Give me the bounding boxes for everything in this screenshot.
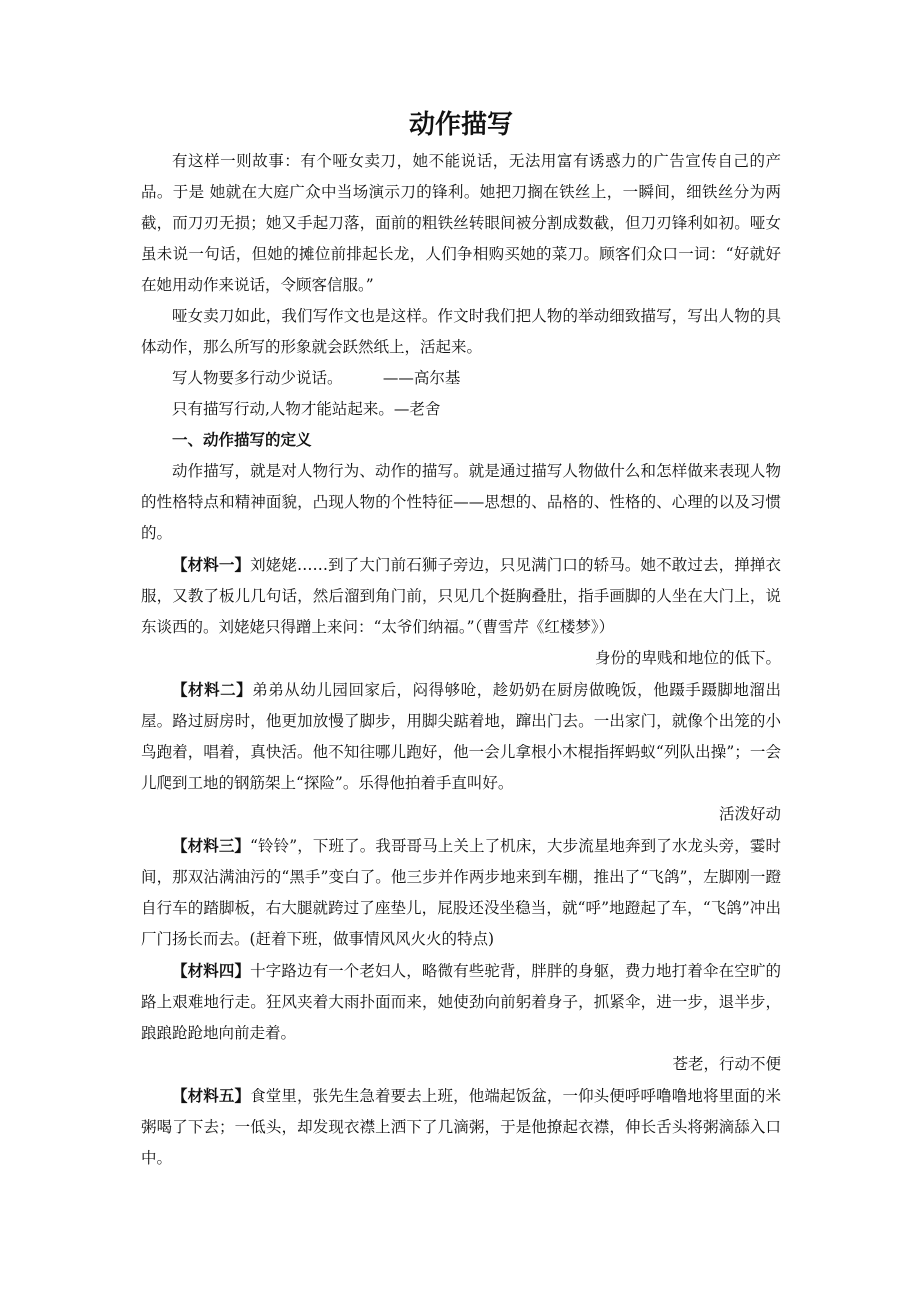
material-5-text: 食堂里，张先生急着要去上班，他端起饭盆，一仰头便呼呼噜噜地将里面的米粥喝了下去；一低头，却发现衣襟上洒下了几滴粥，于是他撩起衣襟，伸长舌头将粥滴舔入口中。 bbox=[141, 1087, 781, 1167]
material-4-label: 【材料四】 bbox=[172, 961, 251, 980]
definition-paragraph: 动作描写，就是对人物行为、动作的描写。就是通过描写人物做什么和怎样做来表现人物的性格特点和精神面貌，凸现人物的个性特征——思想的、品格的、性格的、心理的以及习惯的。 bbox=[141, 462, 781, 542]
material-4-note: 苍老，行动不便 bbox=[672, 1055, 781, 1073]
page-title: 动作描写 bbox=[408, 110, 513, 140]
material-3-text: “铃铃”，下班了。我哥哥马上关上了机床，大步流星地奔到了水龙头旁，霎时间，那双沾满油污的“黑手”变白了。他三步并作两步地来到车棚，推出了“飞鸽”，左脚刚一蹬自行车的踏脚板，右大腿就跨过了座垫儿，屁股还没坐稳当，就“呼”地蹬起了车，“飞鸽”冲出厂门扬长而去。(赶着下班，做事情风风火火的特点) bbox=[141, 837, 781, 948]
quote-gorky-author: ——高尔基 bbox=[382, 369, 461, 387]
material-1-label: 【材料一】 bbox=[172, 555, 251, 574]
material-2-label: 【材料二】 bbox=[172, 680, 253, 699]
material-1-text: 刘姥姥……到了大门前石狮子旁边，只见满门口的轿马。她不敢过去，掸掸衣服，又教了板儿几句话，然后溜到角门前，只见几个挺胸叠肚，指手画脚的人坐在大门上，说东谈西的。刘姥姥只得蹭上来问：“太爷们纳福。”（曹雪芹《红楼梦》） bbox=[141, 556, 781, 636]
material-4 bbox=[141, 955, 781, 1049]
intro-paragraph-2: 哑女卖刀如此，我们写作文也是这样。作文时我们把人物的举动细致描写，写出人物的具体动作，那么所写的形象就会跃然纸上，活起来。 bbox=[141, 307, 781, 356]
material-3 bbox=[141, 830, 781, 955]
material-2-text: 弟弟从幼儿园回家后，闷得够呛，趁奶奶在厨房做晚饭，他蹑手蹑脚地溜出屋。路过厨房时，他更加放慢了脚步，用脚尖踮着地，蹿出门去。一出家门，就像个出笼的小鸟跑着，唱着，真快活。他不知往哪儿跑好，他一会儿拿根小木棍指挥蚂蚁“列队出操”；一会儿爬到工地的钢筋架上“探险”。乐得他拍着手直叫好。 bbox=[141, 681, 781, 792]
intro-paragraph-1: 有这样一则故事：有个哑女卖刀，她不能说话，无法用富有诱惑力的广告宣传自己的产品。于是 她就在大庭广众中当场演示刀的锋利。她把刀搁在铁丝上，一瞬间，细铁丝分为两截，而刀刃无损；她又手起刀落，面前的粗铁丝转眼间被分割成数截，但刀刃锋利如初。哑女虽未说一句话，但她的摊位前排起长龙，人们争相购买她的菜刀。顾客们众口一词：“好就好在她用动作来说话，令顾客信服。” bbox=[141, 152, 781, 294]
material-3-label: 【材料三】 bbox=[172, 836, 251, 855]
material-4-text: 十字路边有一个老妇人，略微有些驼背，胖胖的身躯，费力地打着伞在空旷的路上艰难地行走。狂风夹着大雨扑面而来，她使劲向前躬着身子，抓紧伞，进一步，退半步，踉踉跄跄地向前走着。 bbox=[141, 962, 781, 1042]
material-1 bbox=[141, 549, 781, 643]
material-5 bbox=[141, 1080, 781, 1174]
document-body bbox=[141, 146, 781, 1174]
section-heading-definition: 一、动作描写的定义 bbox=[172, 431, 312, 449]
quote-gorky-text: 写人物要多行动少说话。 bbox=[172, 369, 343, 387]
material-2-note: 活泼好动 bbox=[718, 805, 781, 823]
material-2 bbox=[141, 674, 781, 799]
material-5-label: 【材料五】 bbox=[172, 1086, 251, 1105]
quote-gorky bbox=[141, 363, 781, 394]
material-1-note: 身份的卑贱和地位的低下。 bbox=[594, 649, 781, 667]
quote-laoshe: 只有描写行动,人物才能站起来。—老舍 bbox=[172, 400, 441, 418]
